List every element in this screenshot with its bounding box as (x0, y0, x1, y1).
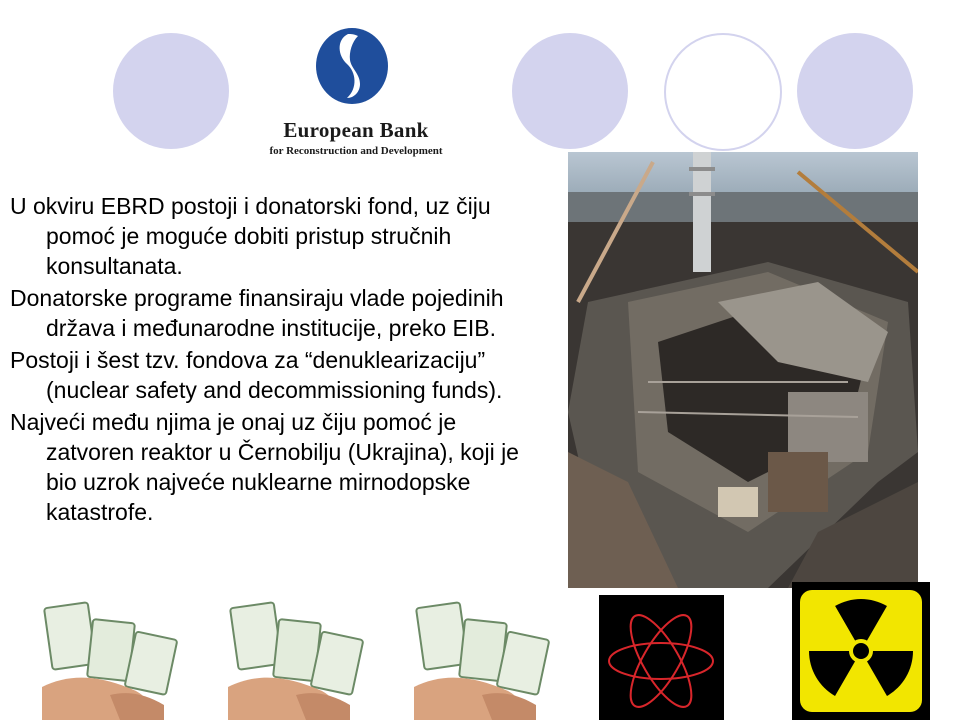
money-icon (226, 595, 366, 720)
ebrd-logo (240, 26, 472, 166)
logo-subtitle: for Reconstruction and Development (269, 145, 443, 157)
ebrd-logo-icon (314, 26, 390, 106)
money-icon (412, 595, 552, 720)
paragraph-4: Najveći među njima je onaj uz čiju pomoć je zatvoren reaktor u Černobilju (Ukrajina), koji je bio uzrok najveće nuklearne mirnodopske katastrofe. (10, 409, 519, 525)
money-icon (40, 595, 180, 720)
paragraph-1: U okviru EBRD postoji i donatorski fond, uz čiju pomoć je moguće dobiti pristup stručnih konsultanata. (10, 193, 491, 279)
radiation-icon (792, 582, 930, 720)
decorative-circle-3 (664, 33, 782, 151)
atom-icon (599, 595, 724, 720)
logo-name: European Bank (283, 118, 429, 142)
decorative-circle-4 (797, 33, 913, 149)
paragraph-3: Postoji i šest tzv. fondova za “denuklearizaciju” (nuclear safety and decommissioning funds). (10, 347, 503, 403)
body-text (10, 191, 550, 529)
reactor-photo (568, 152, 918, 588)
decorative-circle-1 (113, 33, 229, 149)
paragraph-2: Donatorske programe finansiraju vlade pojedinih država i međunarodne institucije, preko EIB. (10, 285, 504, 341)
decorative-circle-2 (512, 33, 628, 149)
